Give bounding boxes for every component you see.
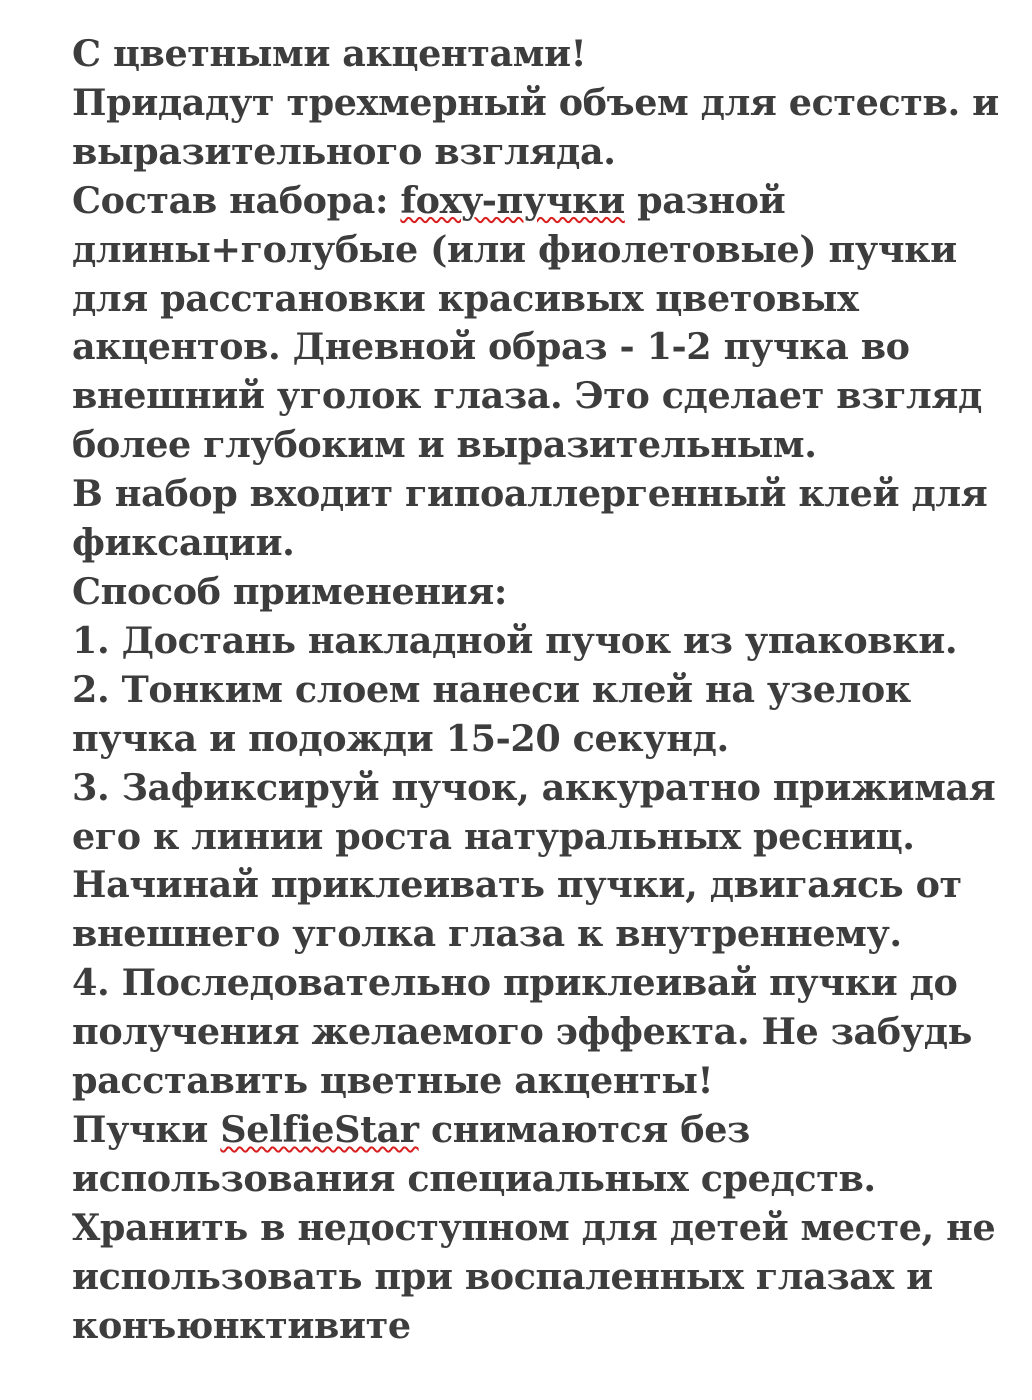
text-line: акцентов. Дневной образ - 1-2 пучка во (72, 325, 910, 369)
text-line: более глубоким и выразительным. (72, 423, 817, 467)
text-line: получения желаемого эффекта. Не забудь (72, 1010, 973, 1054)
document-text (72, 30, 1012, 1350)
text-line: 2. Тонким слоем нанеси клей на узелок (72, 667, 911, 711)
text-segment: разной (624, 178, 786, 222)
text-line: внешний уголок глаза. Это сделает взгляд (72, 374, 982, 418)
text-line: расставить цветные акценты! (72, 1059, 714, 1103)
text-line: 1. Достань накладной пучок из упаковки. (72, 618, 958, 662)
text-line: фиксации. (72, 521, 295, 565)
text-line: 3. Зафиксируй пучок, аккуратно прижимая (72, 765, 996, 809)
misspelled-word[interactable]: SelfieStar (220, 1107, 419, 1151)
text-line (72, 1106, 1012, 1155)
text-line: для расстановки красивых цветовых (72, 276, 859, 320)
text-line: В набор входит гипоаллергенный клей для (72, 472, 988, 516)
misspelled-word[interactable]: foxy-пучки (400, 178, 625, 222)
text-line: длины+голубые (или фиолетовые) пучки (72, 227, 957, 271)
text-line: Начинай приклеивать пучки, двигаясь от (72, 863, 962, 907)
text-line: С цветными акцентами! (72, 32, 587, 75)
text-line: использовать при воспаленных глазах и (72, 1254, 933, 1298)
text-line: Способ применения: (72, 569, 507, 613)
text-line: его к линии роста натуральных ресниц. (72, 814, 915, 858)
text-segment: Состав набора: (72, 178, 401, 222)
text-line: конъюнктивите (72, 1303, 411, 1347)
text-segment: снимаются без (418, 1107, 750, 1151)
text-line: пучка и подожди 15-20 секунд. (72, 716, 729, 760)
text-line: 4. Последовательно приклеивай пучки до (72, 961, 958, 1005)
text-line: внешнего уголка глаза к внутреннему. (72, 912, 902, 956)
text-line: Придадут трехмерный объем для естеств. и (72, 80, 999, 124)
text-line: Хранить в недоступном для детей месте, не (72, 1205, 996, 1249)
text-line: выразительного взгляда. (72, 129, 616, 173)
text-segment: Пучки (72, 1107, 221, 1151)
text-line (72, 177, 1012, 226)
text-line: использования специальных средств. (72, 1156, 876, 1200)
